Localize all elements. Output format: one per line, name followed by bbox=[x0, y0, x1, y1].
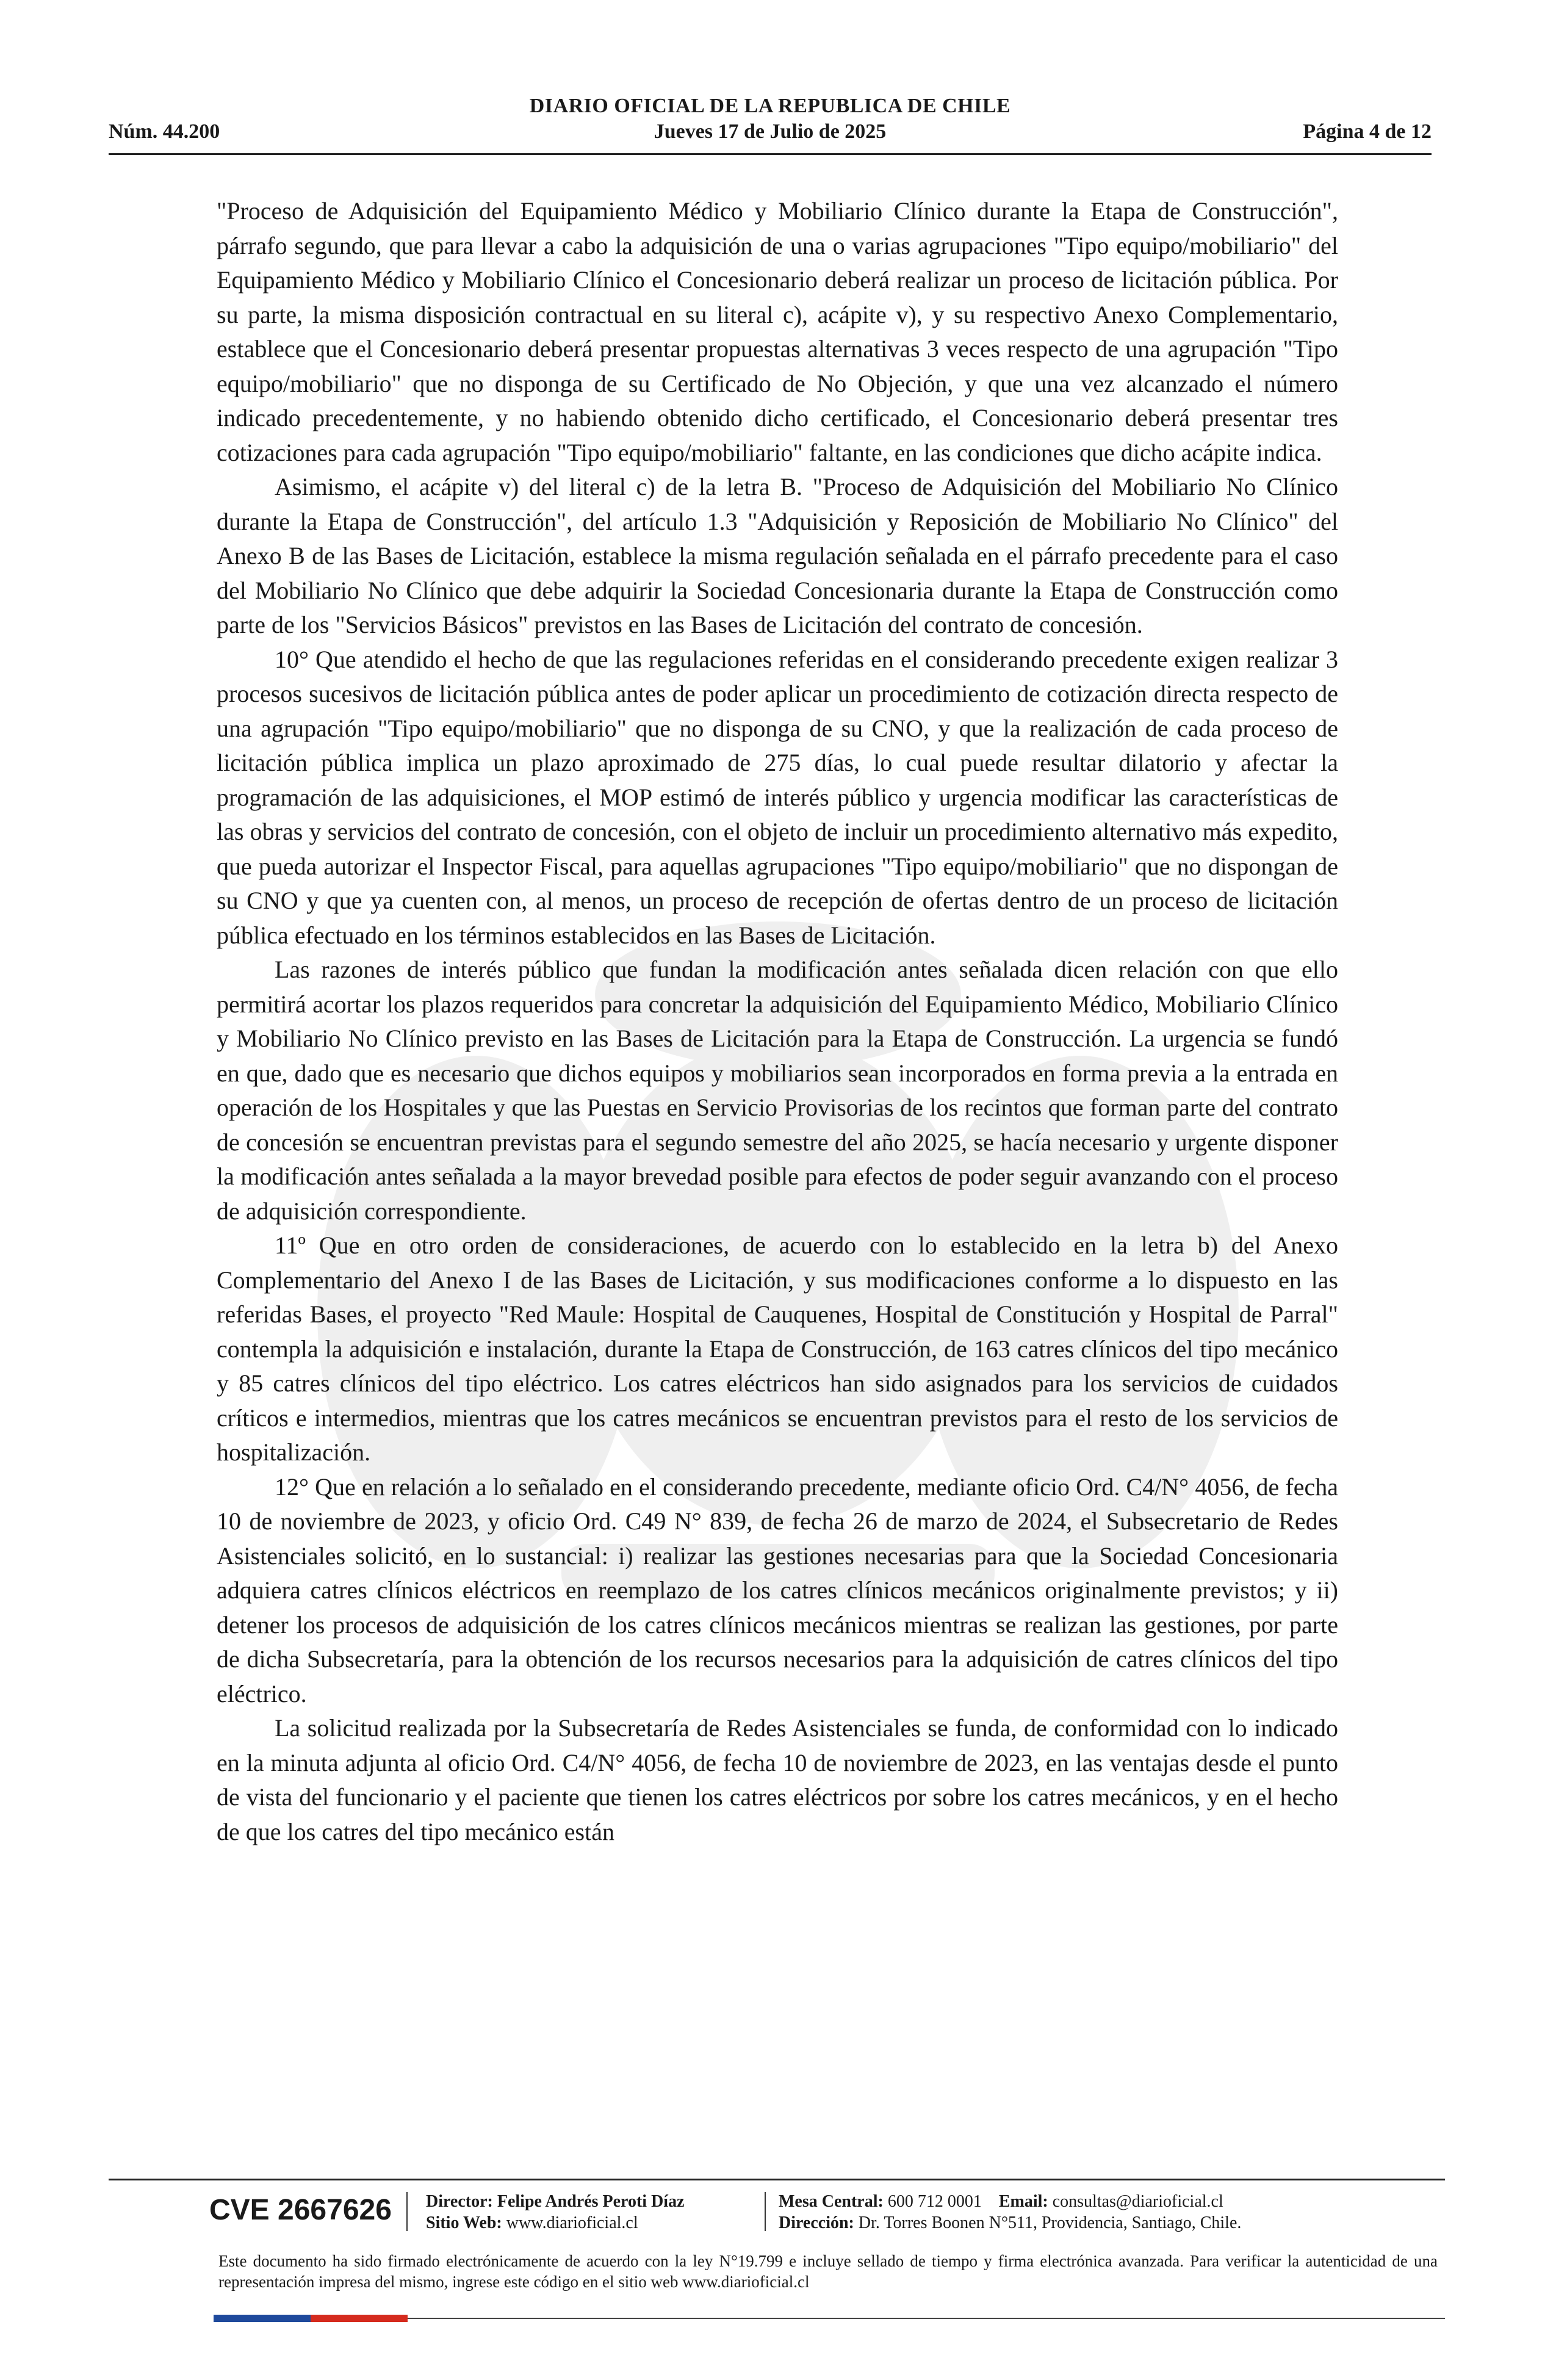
footer-director-block bbox=[426, 2191, 685, 2234]
footer-contact-block bbox=[779, 2191, 1241, 2234]
web-link[interactable]: www.diarioficial.cl bbox=[506, 2213, 638, 2232]
cve-code: CVE 2667626 bbox=[209, 2194, 392, 2226]
issue-date: Jueves 17 de Julio de 2025 bbox=[654, 120, 887, 143]
footer-separator bbox=[765, 2192, 766, 2231]
phone-number: 600 712 0001 bbox=[887, 2192, 982, 2211]
email-label: Email: bbox=[998, 2192, 1048, 2211]
paragraph: "Proceso de Adquisición del Equipamiento Médico y Mobiliario Clínico durante la Etapa de Construcción", párrafo segundo, que para llevar a cabo la adquisición de una o varias agrupaciones "Tipo equipo/mobiliario" del Equipamiento Médico y Mobiliario Clínico el Concesionario deberá realizar un proceso de licitación pública. Por su parte, la misma disposición contractual en su literal c), acápite v), y su respectivo Anexo Complementario, establece que el Concesionario deberá presentar propuestas alternativas 3 veces respecto de una agrupación "Tipo equipo/mobiliario" que no disponga de su Certificado de No Objeción, y que una vez alcanzado el número indicado precedentemente, y no habiendo obtenido dicho certificado, el Concesionario deberá presentar tres cotizaciones para cada agrupación "Tipo equipo/mobiliario" faltante, en las condiciones que dicho acápite indica. bbox=[217, 197, 1338, 466]
web-label: Sitio Web: bbox=[426, 2213, 502, 2232]
address-label: Dirección: bbox=[779, 2213, 854, 2232]
director-label: Director: bbox=[426, 2192, 493, 2211]
paragraph: 11º Que en otro orden de consideraciones, de acuerdo con lo establecido en la letra b) del Anexo Complementario del Anexo I de las Bases de Licitación, y sus modificaciones conforme a lo dispuesto en las referidas Bases, el proyecto "Red Maule: Hospital de Cauquenes, Hospital de Constitución y Hospital de Parral" contempla la adquisición e instalación, durante la Etapa de Construcción, de 163 catres clínicos del tipo mecánico y 85 catres clínicos del tipo eléctrico. Los catres eléctricos han sido asignados para los servicios de cuidados críticos e intermedios, mientras que los catres mecánicos se encuentran previstos para el resto de los servicios de hospitalización. bbox=[217, 1231, 1338, 1466]
page-header bbox=[109, 95, 1432, 156]
director-name: Felipe Andrés Peroti Díaz bbox=[497, 2192, 685, 2211]
flag-stripes bbox=[214, 2315, 408, 2322]
paragraph: Asimismo, el acápite v) del literal c) de la letra B. "Proceso de Adquisición del Mobiliario No Clínico durante la Etapa de Construcción", del artículo 1.3 "Adquisición y Reposición de Mobiliario No Clínico" del Anexo B de las Bases de Licitación, establece la misma regulación señalada en el párrafo precedente para el caso del Mobiliario No Clínico que debe adquirir la Sociedad Concesionaria durante la Etapa de Construcción como parte de los "Servicios Básicos" previstos en las Bases de Licitación del contrato de concesión. bbox=[217, 473, 1338, 638]
paragraph: 10° Que atendido el hecho de que las regulaciones referidas en el considerando precedente exigen realizar 3 procesos sucesivos de licitación pública antes de poder aplicar un procedimiento de cotización directa respecto de una agrupación "Tipo equipo/mobiliario" que no disponga de su CNO, y que la realización de cada proceso de licitación pública implica un plazo aproximado de 275 días, lo cual puede resultar dilatorio y afectar la programación de las adquisiciones, el MOP estimó de interés público y urgencia modificar las características de las obras y servicios del contrato de concesión, con el objeto de incluir un procedimiento alternativo más expedito, que pueda autorizar el Inspector Fiscal, para aquellas agrupaciones "Tipo equipo/mobiliario" que no dispongan de su CNO y que ya cuenten con, al menos, un proceso de recepción de ofertas dentro de un proceso de licitación pública efectuado en los términos establecidos en las Bases de Licitación. bbox=[217, 645, 1338, 949]
footer-divider bbox=[109, 2179, 1445, 2180]
footer-bottom-rule bbox=[408, 2318, 1445, 2319]
blue-stripe bbox=[214, 2315, 311, 2322]
phone-label: Mesa Central: bbox=[779, 2192, 884, 2211]
header-divider bbox=[109, 153, 1432, 155]
page-footer bbox=[109, 2179, 1445, 2337]
issue-number: Núm. 44.200 bbox=[109, 120, 220, 143]
footer-separator bbox=[406, 2192, 408, 2231]
paragraph: Las razones de interés público que fundan la modificación antes señalada dicen relación con que ello permitirá acortar los plazos requeridos para concretar la adquisición del Equipamiento Médico, Mobiliario Clínico y Mobiliario No Clínico previsto en las Bases de Licitación para la Etapa de Construcción. La urgencia se fundó en que, dado que es necesario que dichos equipos y mobiliarios sean incorporados en forma previa a la entrada en operación de los Hospitales y que las Puestas en Servicio Provisorias de los recintos que forman parte del contrato de concesión se encuentran previstas para el segundo semestre del año 2025, se hacía necesario y urgente disponer la modificación antes señalada a la mayor brevedad posible para efectos de poder seguir avanzando con el proceso de adquisición correspondiente. bbox=[217, 956, 1338, 1225]
red-stripe bbox=[311, 2315, 408, 2322]
document-body bbox=[217, 194, 1338, 1849]
email-link[interactable]: consultas@diarioficial.cl bbox=[1052, 2192, 1223, 2211]
paragraph: 12° Que en relación a lo señalado en el considerando precedente, mediante oficio Ord. C4/N° 4056, de fecha 10 de noviembre de 2023, y oficio Ord. C49 N° 839, de fecha 26 de marzo de 2024, el Subsecretario de Redes Asistenciales solicitó, en lo sustancial: i) realizar las gestiones necesarias para que la Sociedad Concesionaria adquiera catres clínicos eléctricos en reemplazo de los catres clínicos mecánicos originalmente previstos; y ii) detener los procesos de adquisición de los catres clínicos mecánicos mientras se realizan las gestiones, por parte de dicha Subsecretaría, para la obtención de los recursos necesarios para la adquisición de catres clínicos del tipo eléctrico. bbox=[217, 1473, 1338, 1707]
paragraph: La solicitud realizada por la Subsecretaría de Redes Asistenciales se funda, de conformidad con lo indicado en la minuta adjunta al oficio Ord. C4/N° 4056, de fecha 10 de noviembre de 2023, en las ventajas desde el punto de vista del funcionario y el paciente que tienen los catres eléctricos por sobre los catres mecánicos, y en el hecho de que los catres del tipo mecánico están bbox=[217, 1714, 1338, 1845]
legal-notice: Este documento ha sido firmado electrónicamente de acuerdo con la ley N°19.799 e incluye sellado de tiempo y firma electrónica avanzada. Para verificar la autenticidad de una representación impresa del mismo, ingrese este código en el sitio web www.diarioficial.cl bbox=[218, 2252, 1438, 2291]
address: Dr. Torres Boonen N°511, Providencia, Santiago, Chile. bbox=[858, 2213, 1242, 2232]
page-number: Página 4 de 12 bbox=[1303, 120, 1432, 143]
publication-title: DIARIO OFICIAL DE LA REPUBLICA DE CHILE bbox=[529, 95, 1011, 117]
